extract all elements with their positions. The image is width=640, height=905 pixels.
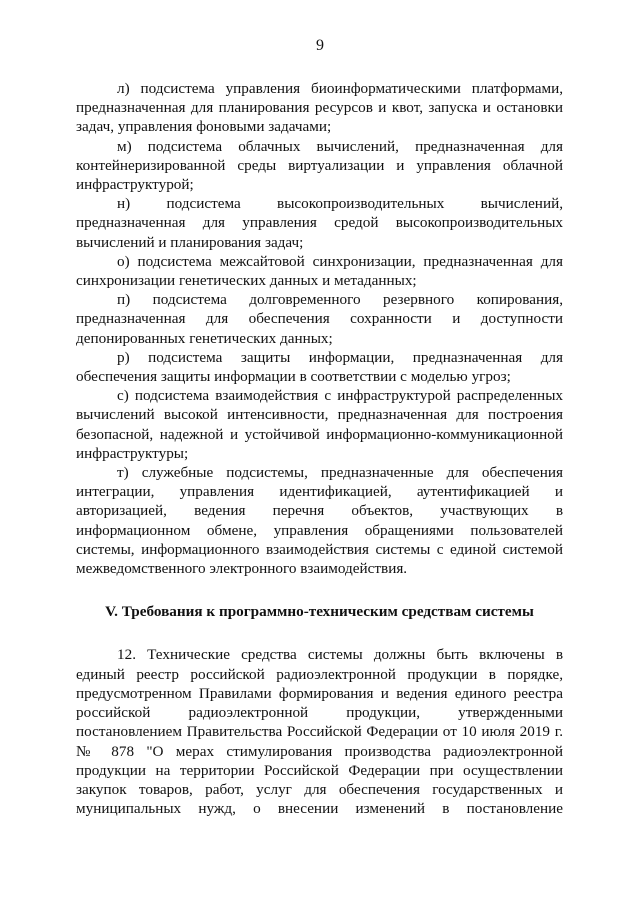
section-paragraph: 12. Технические средства системы должны быть включены в единый реестр российской радиоэлектронной продукции в порядке, предусмотренном Правилами формирования и ведения единого реестра российской радиоэлектронной продукции, утвержденными постановлением Правительства Российской Федерации от 10 июля 2019 г. № 878 "О мерах стимулирования производства радиоэлектронной продукции на территории Российской Федерации при осуществлении закупок товаров, работ, услуг для обеспечения государственных и муниципальных нужд, о внесении изменений в постановление: [76, 646, 563, 818]
list-item: м) подсистема облачных вычислений, предназначенная для контейнеризированной среды виртуализации и управления облачной инфраструктурой;: [76, 137, 563, 194]
list-item: о) подсистема межсайтовой синхронизации, предназначенная для синхронизации генетических данных и метаданных;: [76, 252, 563, 290]
list-item: т) служебные подсистемы, предназначенные для обеспечения интеграции, управления идентификацией, аутентификацией и авторизацией, ведения перечня объектов, участвующих в информационном обмене, управления обращениями пользователей системы, информационного взаимодействия системы с единой системой межведомственного электронного взаимодействия.: [76, 464, 563, 578]
list-item: п) подсистема долговременного резервного копирования, предназначенная для обеспечения сохранности и доступности депонированных генетических данных;: [76, 291, 563, 347]
section-heading: V. Требования к программно-техническим средствам системы: [105, 603, 534, 621]
list-item: н) подсистема высокопроизводительных вычислений, предназначенная для управления средой высокопроизводительных вычислений и планирования задач;: [76, 195, 563, 251]
document-body: [76, 79, 563, 818]
list-item: р) подсистема защиты информации, предназначенная для обеспечения защиты информации в соответствии с моделью угроз;: [76, 348, 563, 386]
list-item: с) подсистема взаимодействия с инфраструктурой распределенных вычислений высокой интенсивности, предназначенная для построения безопасной, надежной и устойчивой информационно-коммуникационной инфраструктуры;: [76, 387, 563, 462]
page-number: 9: [316, 37, 324, 54]
list-item: л) подсистема управления биоинформатическими платформами, предназначенная для планирования ресурсов и квот, запуска и остановки задач, управления фоновыми задачами;: [76, 80, 563, 136]
